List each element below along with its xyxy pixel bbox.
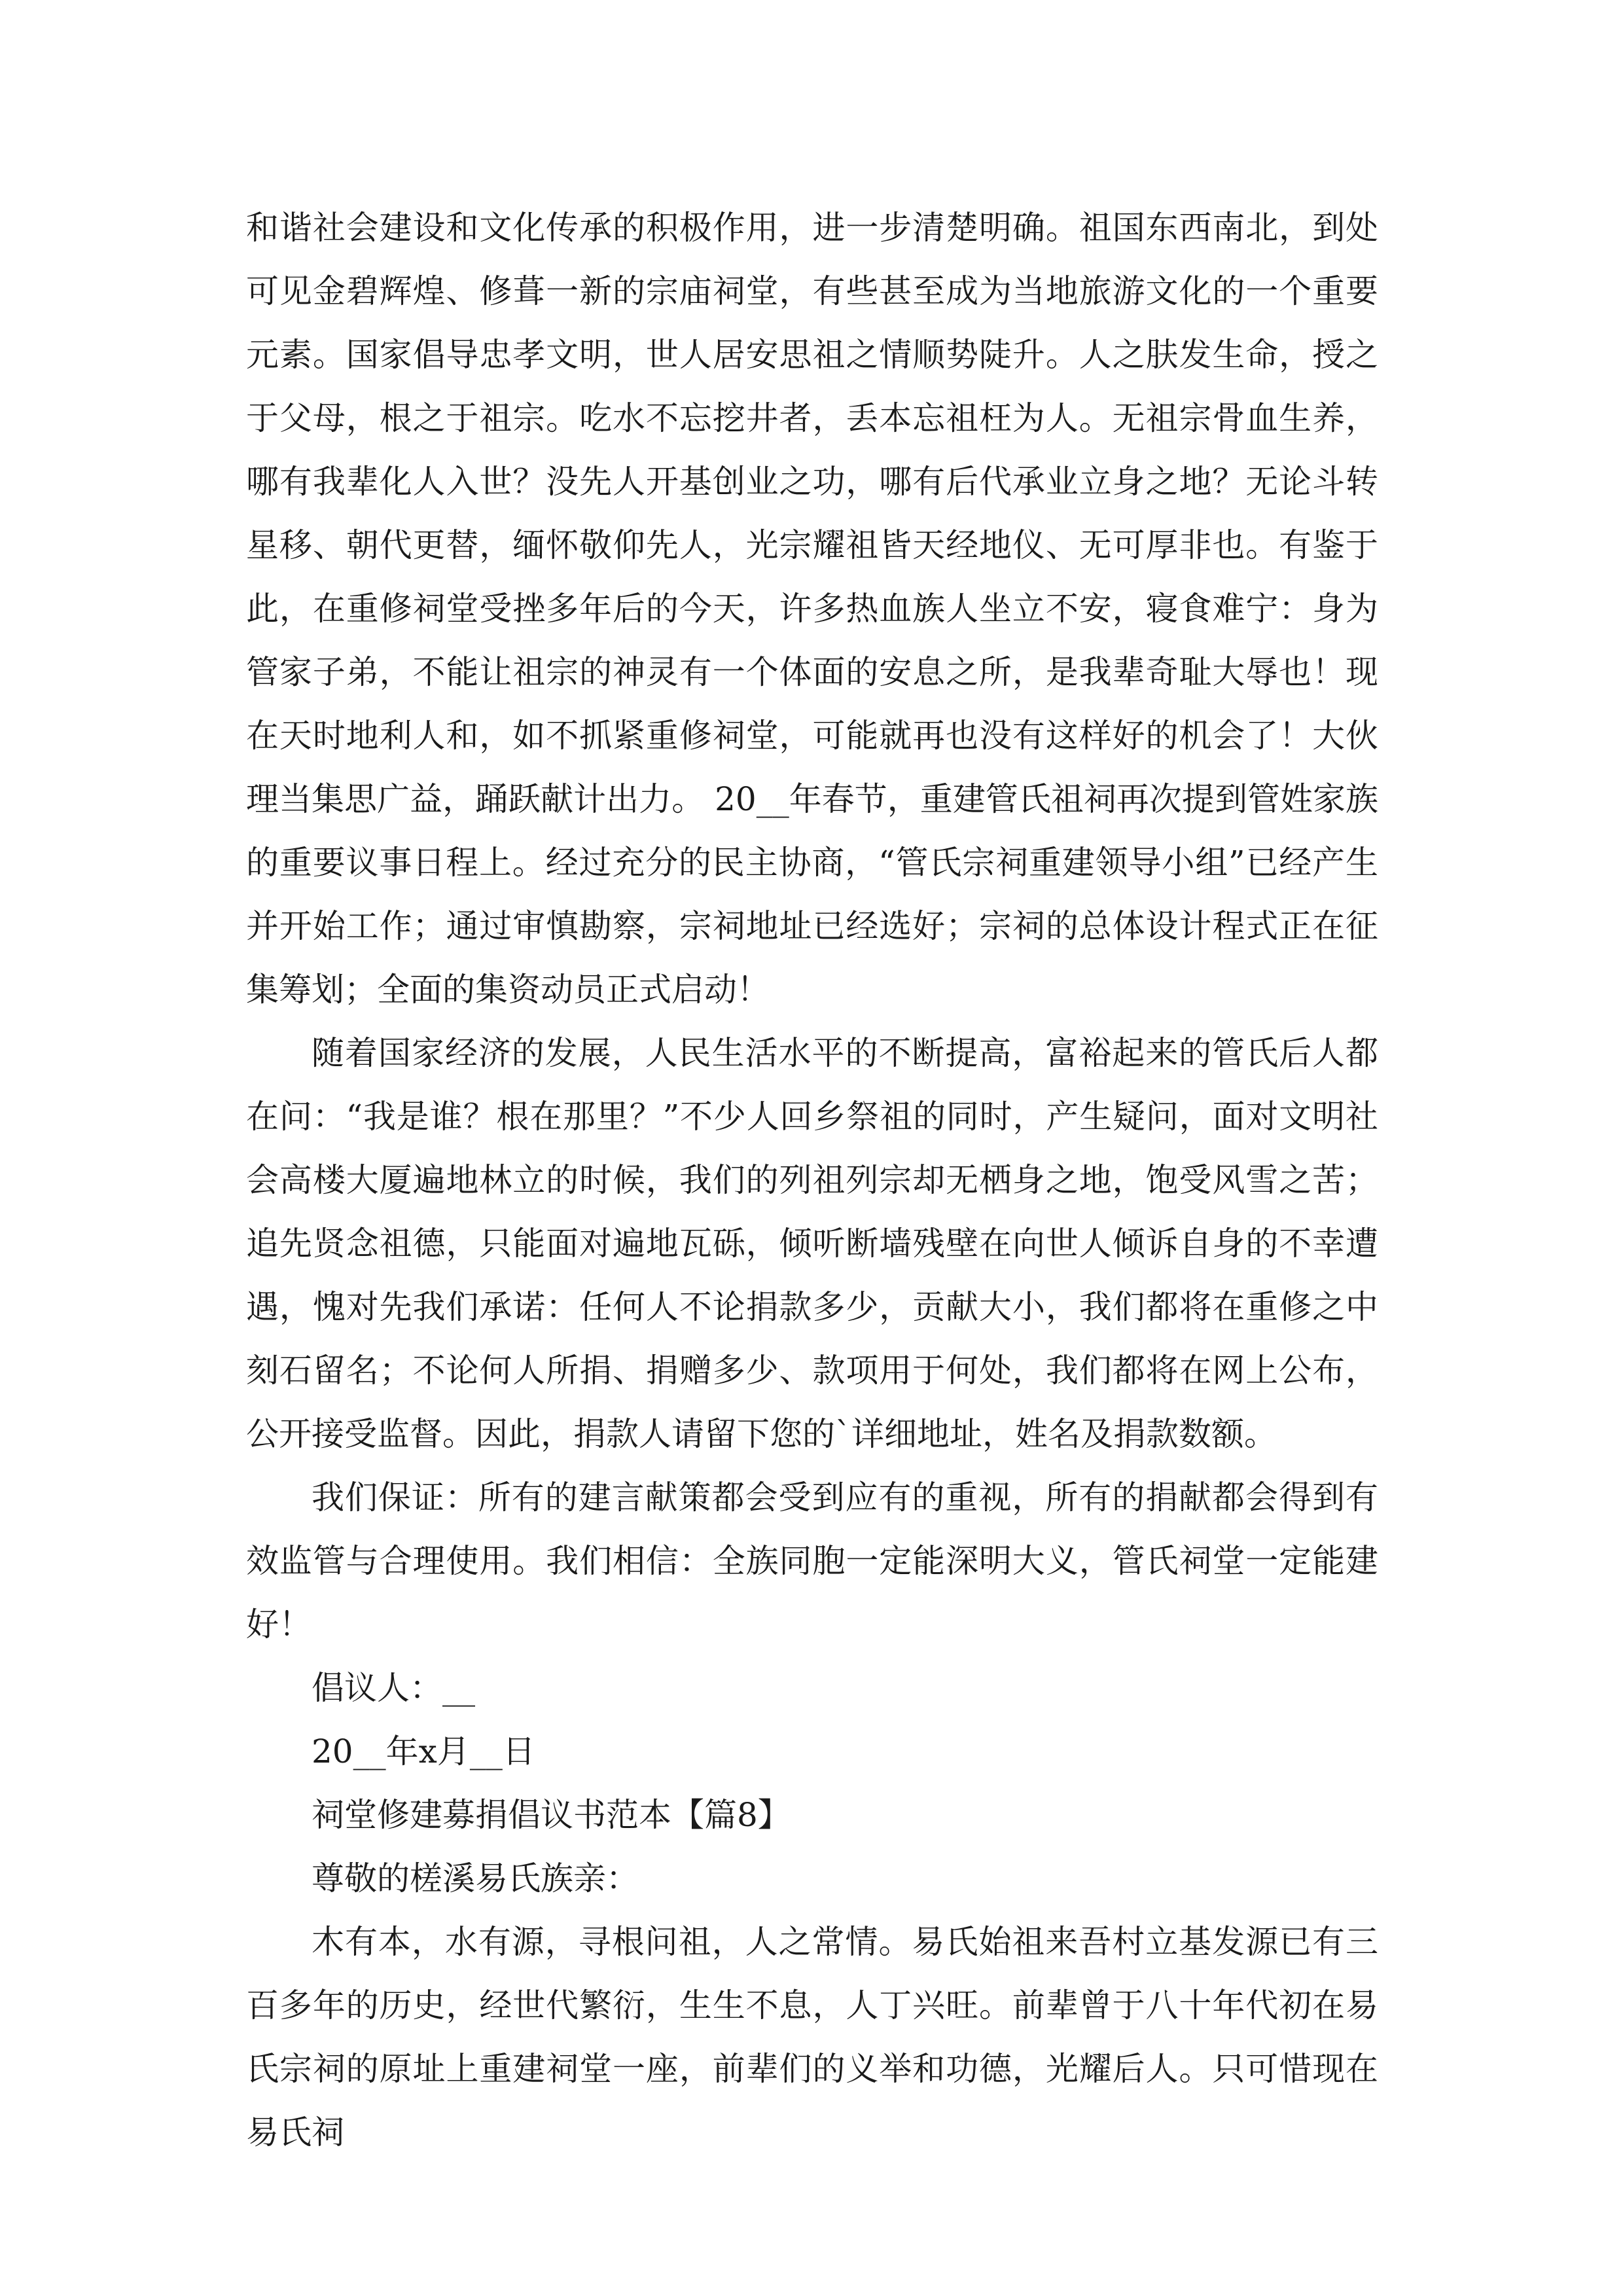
paragraph-development: 随着国家经济的发展，人民生活水平的不断提高，富裕起来的管氏后人都在问：“我是谁？根在那里？”不少人回乡祭祖的同时，产生疑问，面对文明社会高楼大厦遍地林立的时候，我们的列祖列宗却无栖身之地，饱受风雪之苦；追先贤念祖德，只能面对遍地瓦砾，倾听断墙残壁在向世人倾诉自身的不幸遭遇，愧对先我们承诺：任何人不论捐款多少，贡献大小，我们都将在重修之中刻石留名；不论何人所捐、捐赠多少、款项用于何处，我们都将在网上公布，公开接受监督。因此，捐款人请留下您的`详细地址，姓名及捐款数额。 (246, 1034, 1378, 1453)
document-body (246, 196, 1378, 2164)
paragraph-origin: 木有本，水有源，寻根问祖，人之常情。易氏始祖来吾村立基发源已有三百多年的历史，经世代繁衍，生生不息，人丁兴旺。前辈曾于八十年代初在易氏宗祠的原址上重建祠堂一座，前辈们的义举和功德，光耀后人。只可惜现在易氏祠 (246, 1923, 1378, 2151)
paragraph-guarantee: 我们保证：所有的建言献策都会受到应有的重视，所有的捐献都会得到有效监管与合理使用。我们相信：全族同胞一定能深明大义，管氏祠堂一定能建好！ (246, 1479, 1378, 1643)
initiator-line: 倡议人：__ (312, 1669, 475, 1707)
salutation: 尊敬的槎溪易氏族亲： (312, 1859, 639, 1897)
date-line: 20__年x月__日 (312, 1732, 535, 1770)
section-heading: 祠堂修建募捐倡议书范本【篇8】 (312, 1796, 791, 1834)
paragraph-continuation: 和谐社会建设和文化传承的积极作用，进一步清楚明确。祖国东西南北，到处可见金碧辉煌、修葺一新的宗庙祠堂，有些甚至成为当地旅游文化的一个重要元素。国家倡导忠孝文明，世人居安思祖之情顺势陡升。人之肤发生命，授之于父母，根之于祖宗。吃水不忘挖井者，丢本忘祖枉为人。无祖宗骨血生养，哪有我辈化人入世？没先人开基创业之功，哪有后代承业立身之地？无论斗转星移、朝代更替，缅怀敬仰先人，光宗耀祖皆天经地仪、无可厚非也。有鉴于此，在重修祠堂受挫多年后的今天，许多热血族人坐立不安，寝食难宁：身为管家子弟，不能让祖宗的神灵有一个体面的安息之所，是我辈奇耻大辱也！现在天时地利人和，如不抓紧重修祠堂，可能就再也没有这样好的机会了！大伙理当集思广益，踊跃献计出力。 20__年春节，重建管氏祖祠再次提到管姓家族的重要议事日程上。经过充分的民主协商，“管氏宗祠重建领导小组”已经产生并开始工作；通过审慎勘察，宗祠地址已经选好；宗祠的总体设计程式正在征集筹划；全面的集资动员正式启动！ (246, 209, 1378, 1009)
